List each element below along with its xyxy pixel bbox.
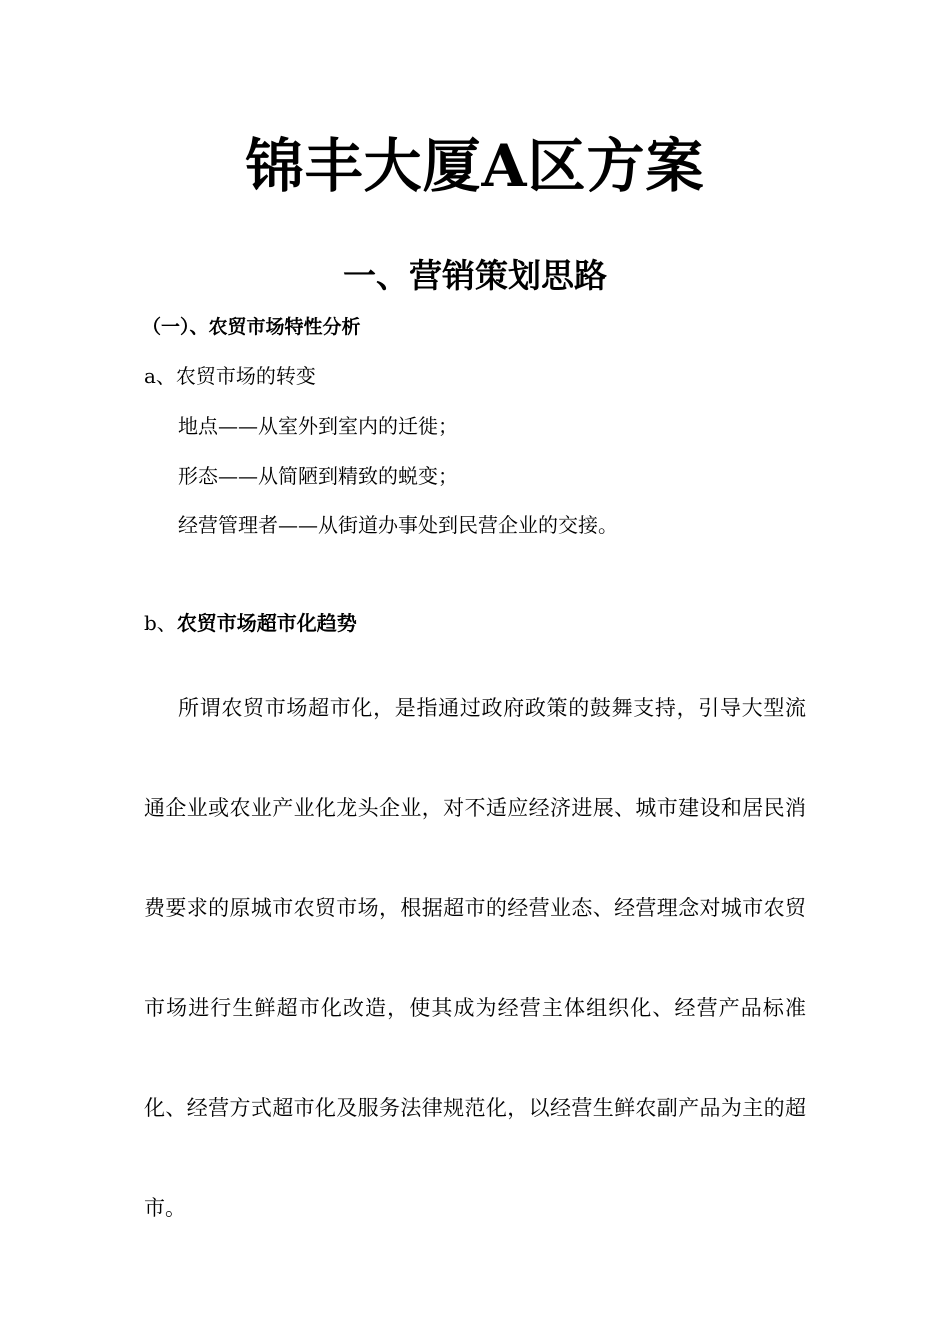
part-b-heading: 农贸市场超市化趋势 [176, 611, 357, 635]
part-b-heading-line [144, 608, 357, 638]
part-a-item-management: 经营管理者——从街道办事处到民营企业的交接。 [178, 513, 618, 537]
section-heading: 一、营销策划思路 [343, 256, 607, 295]
part-a-item-form: 形态——从简陋到精致的蜕变； [178, 464, 458, 488]
part-a-item-location: 地点——从室外到室内的迁徙； [178, 414, 458, 438]
part-a-heading: a、农贸市场的转变 [144, 364, 316, 388]
part-b-paragraph: 所谓农贸市场超市化，是指通过政府政策的鼓舞支持，引导大型流通企业或农业产业化龙头企业，对不适应经济进展、城市建设和居民消费要求的原城市农贸市场，根据超市的经营业态、经营理念对城市农贸市场进行生鲜超市化改造，使其成为经营主体组织化、经营产品标准化、经营方式超市化及服务法律规范化，以经营生鲜农副产品为主的超市。 [144, 696, 806, 1220]
part-b-prefix: b、 [144, 611, 177, 635]
subsection-heading: （一）、农贸市场特性分析 [142, 316, 361, 338]
document-title: 锦丰大厦A区方案 [245, 132, 705, 200]
